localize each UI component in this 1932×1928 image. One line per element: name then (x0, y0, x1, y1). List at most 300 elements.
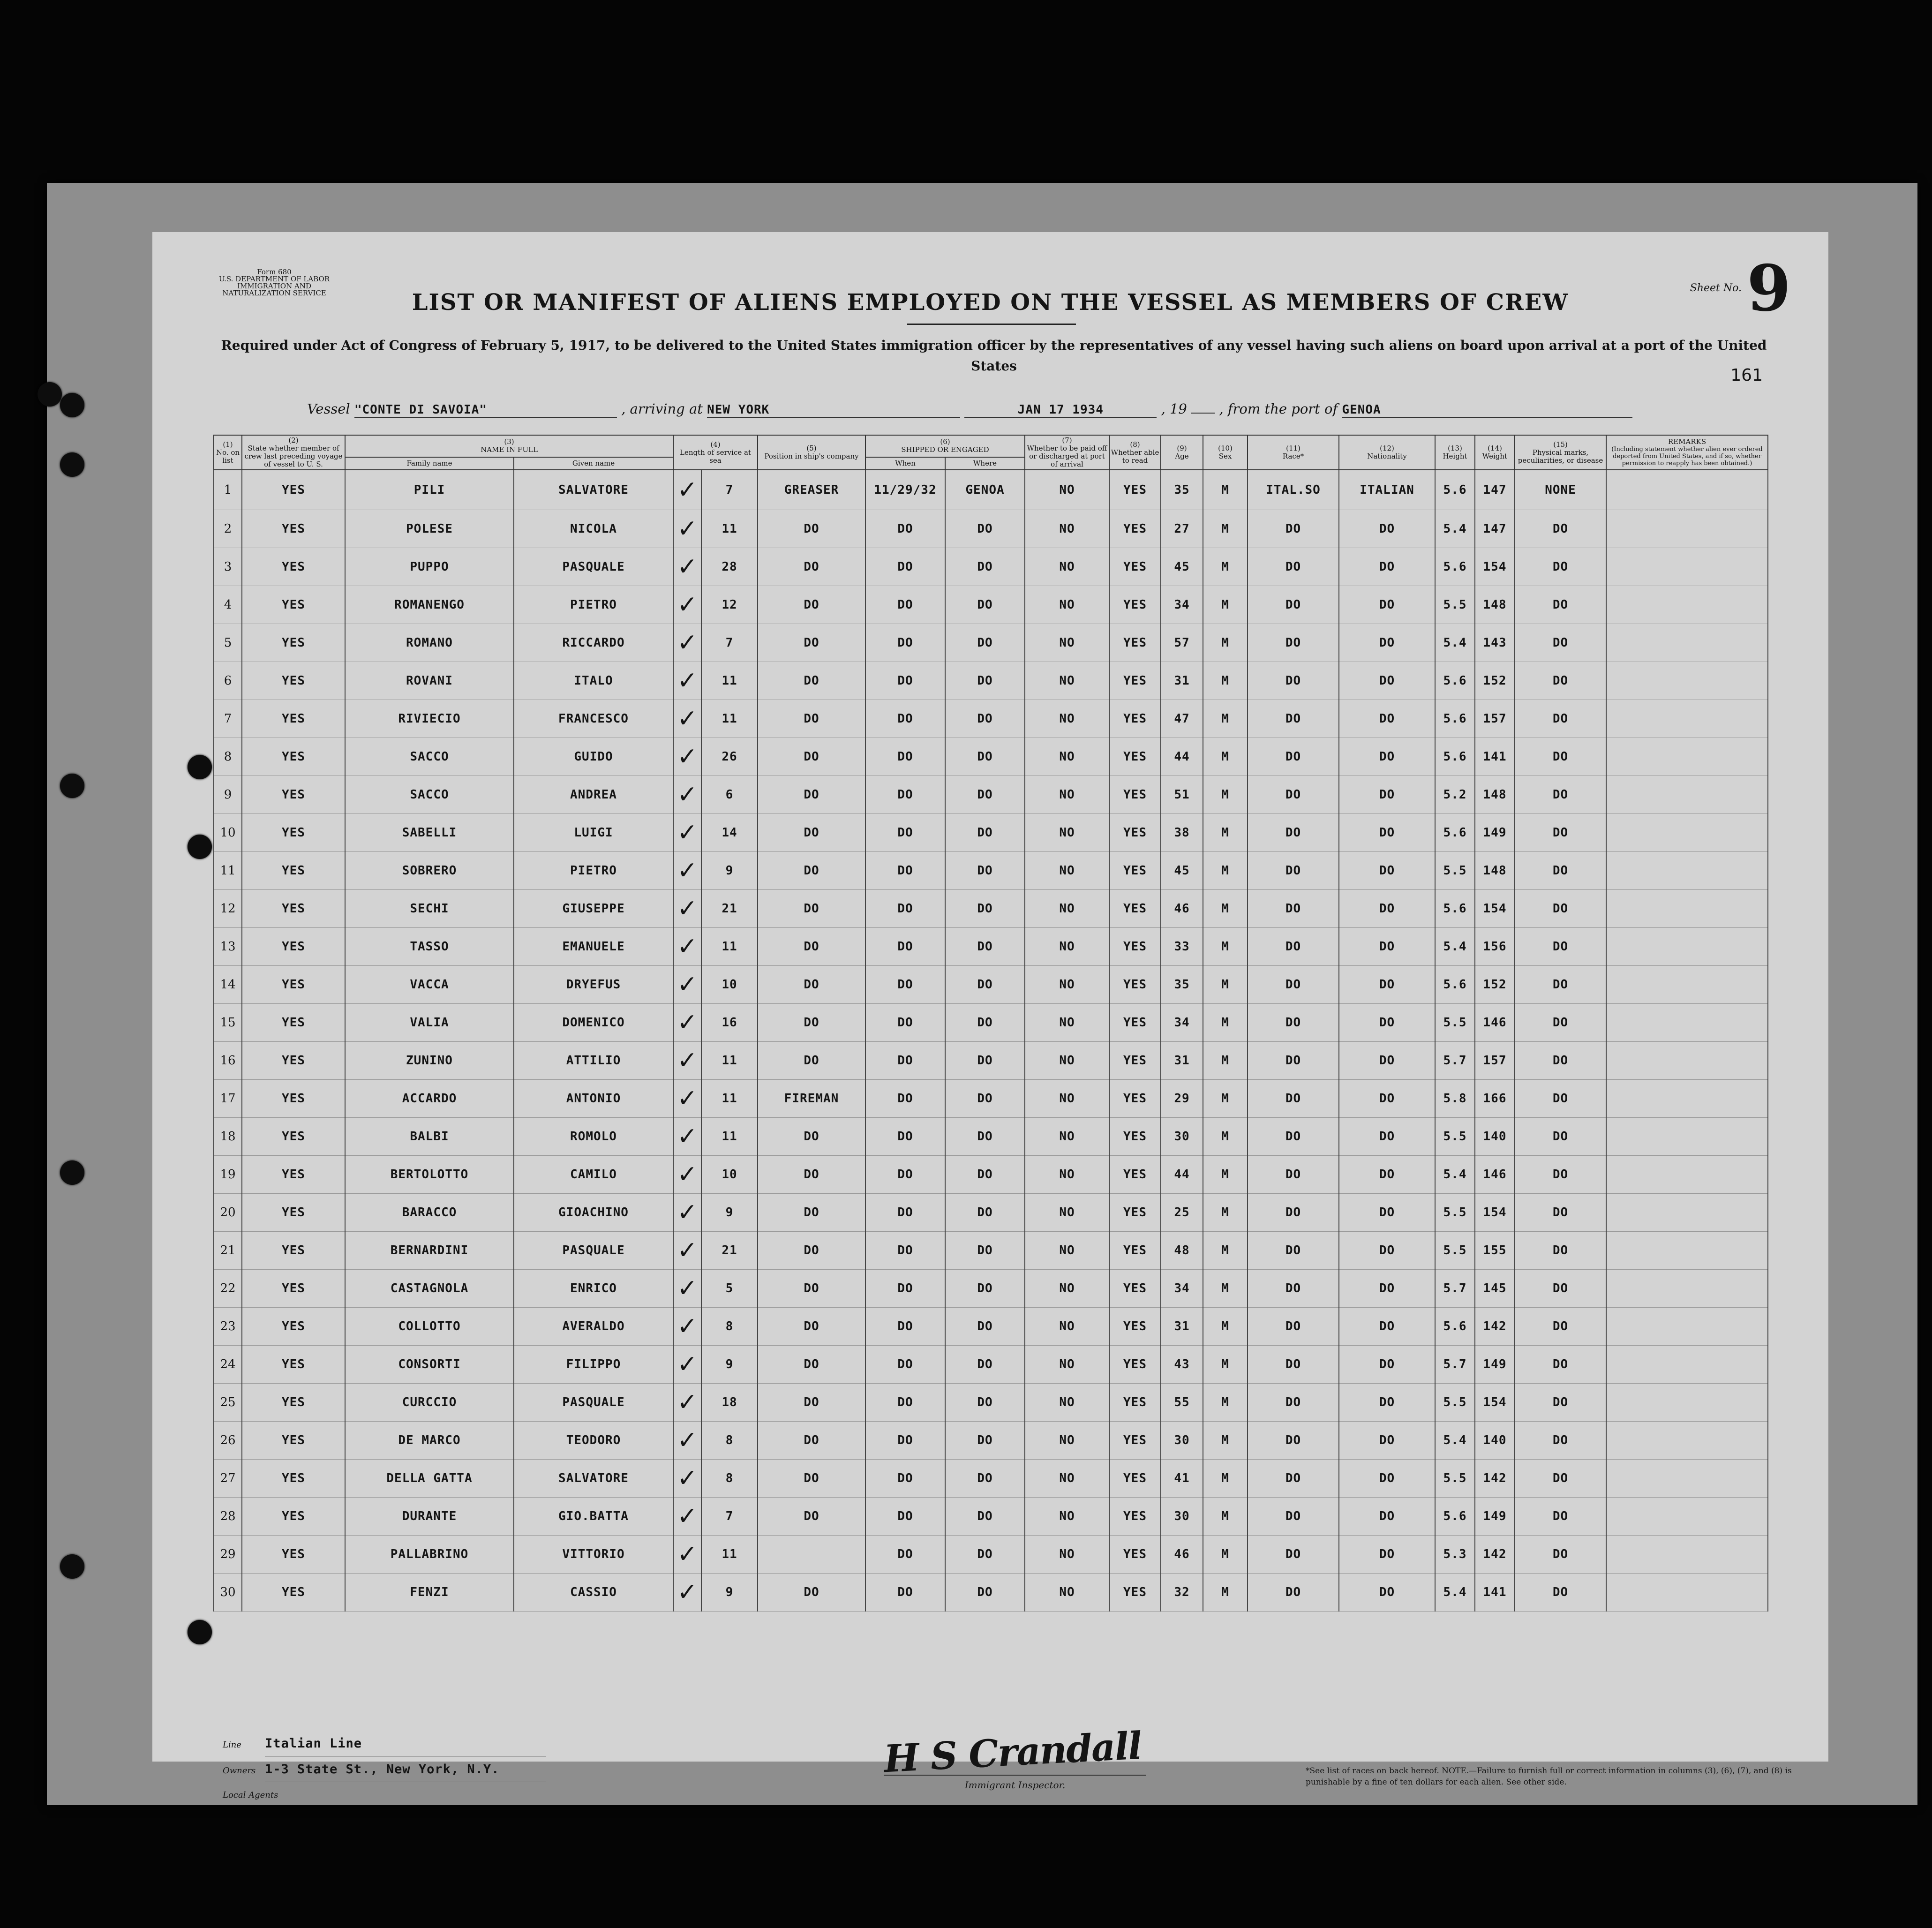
cell-check: ✓ (673, 510, 701, 548)
cell-height: 5.6 (1435, 890, 1475, 928)
cell-paid: NO (1025, 1308, 1109, 1346)
signature-line (884, 1775, 1146, 1776)
cell-nat: DO (1339, 662, 1435, 700)
cell-when: DO (865, 1270, 945, 1308)
cell-given: RICCARDO (514, 624, 673, 662)
binder-hole (60, 1554, 84, 1579)
cell-nat: DO (1339, 586, 1435, 624)
vessel-label: Vessel (307, 401, 350, 417)
cell-position: DO (758, 662, 865, 700)
cell-remarks (1606, 510, 1768, 548)
cell-height: 5.4 (1435, 510, 1475, 548)
table-row (214, 814, 1768, 852)
year-label: , 19 (1161, 401, 1187, 417)
cell-height: 5.7 (1435, 1042, 1475, 1080)
cell-given: DOMENICO (514, 1004, 673, 1042)
cell-when: DO (865, 1498, 945, 1536)
cell-nat: DO (1339, 1574, 1435, 1612)
cell-race: DO (1248, 586, 1339, 624)
cell-race: ITAL.SO (1248, 470, 1339, 510)
cell-family: FENZI (345, 1574, 514, 1612)
cell-remarks (1606, 1574, 1768, 1612)
cell-where: DO (945, 1118, 1025, 1156)
cell-nat: DO (1339, 1156, 1435, 1194)
col-shipped-header: (6) SHIPPED OR ENGAGED (865, 435, 1025, 457)
cell-weight: 152 (1475, 662, 1515, 700)
cell-service: 11 (701, 510, 758, 548)
cell-read: YES (1109, 1194, 1161, 1232)
cell-where: DO (945, 1498, 1025, 1536)
cell-sex: M (1203, 586, 1248, 624)
cell-remarks (1606, 776, 1768, 814)
cell-where: DO (945, 1232, 1025, 1270)
cell-weight: 148 (1475, 776, 1515, 814)
cell-family: ROMANO (345, 624, 514, 662)
table-row (214, 966, 1768, 1004)
cell-prev: YES (242, 1536, 345, 1574)
cell-sex: M (1203, 1156, 1248, 1194)
cell-race: DO (1248, 776, 1339, 814)
cell-service: 21 (701, 1232, 758, 1270)
col-paid-off-header: (7) Whether to be paid off or discharged at port of arrival (1025, 435, 1109, 470)
table-row (214, 1118, 1768, 1156)
cell-check: ✓ (673, 1004, 701, 1042)
cell-check: ✓ (673, 624, 701, 662)
table-row (214, 700, 1768, 738)
cell-age: 34 (1161, 586, 1203, 624)
cell-age: 57 (1161, 624, 1203, 662)
cell-marks: DO (1515, 1232, 1606, 1270)
col-no-header: (1) No. on list (214, 435, 242, 470)
cell-when: DO (865, 662, 945, 700)
cell-read: YES (1109, 852, 1161, 890)
cell-nat: DO (1339, 814, 1435, 852)
cell-nat: DO (1339, 624, 1435, 662)
cell-read: YES (1109, 1384, 1161, 1422)
cell-paid: NO (1025, 1574, 1109, 1612)
cell-given: CASSIO (514, 1574, 673, 1612)
cell-where: DO (945, 700, 1025, 738)
cell-prev: YES (242, 1384, 345, 1422)
cell-read: YES (1109, 1156, 1161, 1194)
cell-age: 44 (1161, 738, 1203, 776)
cell-read: YES (1109, 700, 1161, 738)
table-row (214, 510, 1768, 548)
cell-weight: 140 (1475, 1118, 1515, 1156)
cell-check: ✓ (673, 700, 701, 738)
cell-position: DO (758, 1384, 865, 1422)
cell-no: 9 (214, 776, 242, 814)
cell-height: 5.4 (1435, 624, 1475, 662)
cell-prev: YES (242, 852, 345, 890)
cell-sex: M (1203, 738, 1248, 776)
cell-read: YES (1109, 1536, 1161, 1574)
cell-family: CONSORTI (345, 1346, 514, 1384)
cell-no: 29 (214, 1536, 242, 1574)
cell-family: SACCO (345, 776, 514, 814)
cell-paid: NO (1025, 1498, 1109, 1536)
cell-no: 1 (214, 470, 242, 510)
cell-where: DO (945, 890, 1025, 928)
cell-position: DO (758, 852, 865, 890)
cell-sex: M (1203, 1498, 1248, 1536)
cell-family: BALBI (345, 1118, 514, 1156)
cell-race: DO (1248, 890, 1339, 928)
cell-remarks (1606, 1042, 1768, 1080)
cell-no: 16 (214, 1042, 242, 1080)
cell-service: 14 (701, 814, 758, 852)
cell-prev: YES (242, 814, 345, 852)
cell-position: DO (758, 1498, 865, 1536)
cell-prev: YES (242, 1422, 345, 1460)
cell-where: DO (945, 1194, 1025, 1232)
cell-weight: 154 (1475, 1194, 1515, 1232)
cell-age: 31 (1161, 1042, 1203, 1080)
cell-read: YES (1109, 1270, 1161, 1308)
cell-given: EMANUELE (514, 928, 673, 966)
cell-age: 44 (1161, 1156, 1203, 1194)
cell-family: PUPPO (345, 548, 514, 586)
cell-marks: DO (1515, 1346, 1606, 1384)
cell-when: DO (865, 624, 945, 662)
cell-check: ✓ (673, 966, 701, 1004)
cell-nat: DO (1339, 966, 1435, 1004)
cell-no: 13 (214, 928, 242, 966)
cell-given: PIETRO (514, 586, 673, 624)
cell-age: 31 (1161, 662, 1203, 700)
cell-read: YES (1109, 1118, 1161, 1156)
cell-service: 28 (701, 548, 758, 586)
cell-remarks (1606, 814, 1768, 852)
cell-service: 9 (701, 1346, 758, 1384)
cell-remarks (1606, 624, 1768, 662)
cell-when: DO (865, 1574, 945, 1612)
cell-position: DO (758, 1574, 865, 1612)
cell-family: ROMANENGO (345, 586, 514, 624)
cell-family: SABELLI (345, 814, 514, 852)
cell-age: 55 (1161, 1384, 1203, 1422)
cell-race: DO (1248, 1384, 1339, 1422)
binder-hole (188, 755, 212, 779)
cell-marks: DO (1515, 1498, 1606, 1536)
cell-family: DELLA GATTA (345, 1460, 514, 1498)
cell-position: DO (758, 1422, 865, 1460)
manifest-page (152, 232, 1828, 1800)
cell-marks: DO (1515, 1384, 1606, 1422)
cell-remarks (1606, 662, 1768, 700)
cell-weight: 155 (1475, 1232, 1515, 1270)
cell-height: 5.5 (1435, 1232, 1475, 1270)
cell-position: DO (758, 928, 865, 966)
cell-age: 25 (1161, 1194, 1203, 1232)
cell-no: 10 (214, 814, 242, 852)
table-row (214, 1270, 1768, 1308)
cell-paid: NO (1025, 548, 1109, 586)
cell-where: DO (945, 966, 1025, 1004)
cell-nat: DO (1339, 1460, 1435, 1498)
cell-check: ✓ (673, 776, 701, 814)
cell-age: 45 (1161, 852, 1203, 890)
cell-age: 45 (1161, 548, 1203, 586)
cell-age: 34 (1161, 1270, 1203, 1308)
cell-age: 41 (1161, 1460, 1203, 1498)
cell-no: 17 (214, 1080, 242, 1118)
cell-nat: DO (1339, 1232, 1435, 1270)
cell-weight: 147 (1475, 510, 1515, 548)
cell-nat: DO (1339, 1422, 1435, 1460)
cell-height: 5.6 (1435, 470, 1475, 510)
cell-weight: 154 (1475, 548, 1515, 586)
col-given-name-header: Given name (514, 457, 673, 470)
cell-service: 5 (701, 1270, 758, 1308)
cell-sex: M (1203, 1460, 1248, 1498)
cell-family: PALLABRINO (345, 1536, 514, 1574)
col-sex-header: (10) Sex (1203, 435, 1248, 470)
owners-value: 1-3 State St., New York, N.Y. (265, 1757, 546, 1782)
cell-nat: DO (1339, 1498, 1435, 1536)
cell-check: ✓ (673, 890, 701, 928)
cell-race: DO (1248, 1232, 1339, 1270)
cell-height: 5.5 (1435, 1460, 1475, 1498)
cell-age: 35 (1161, 470, 1203, 510)
cell-weight: 152 (1475, 966, 1515, 1004)
cell-position: DO (758, 1194, 865, 1232)
cell-check: ✓ (673, 1232, 701, 1270)
cell-prev: YES (242, 1460, 345, 1498)
cell-sex: M (1203, 814, 1248, 852)
table-row (214, 1042, 1768, 1080)
cell-prev: YES (242, 470, 345, 510)
cell-read: YES (1109, 1004, 1161, 1042)
cell-where: DO (945, 586, 1025, 624)
cell-when: DO (865, 510, 945, 548)
cell-no: 4 (214, 586, 242, 624)
cell-check: ✓ (673, 1498, 701, 1536)
cell-family: BERTOLOTTO (345, 1156, 514, 1194)
cell-remarks (1606, 1156, 1768, 1194)
cell-position: DO (758, 548, 865, 586)
cell-paid: NO (1025, 928, 1109, 966)
inspector-label: Immigrant Inspector. (964, 1779, 1066, 1791)
cell-given: CAMILO (514, 1156, 673, 1194)
cell-remarks (1606, 890, 1768, 928)
cell-sex: M (1203, 700, 1248, 738)
sheet-label: Sheet No. (1690, 282, 1742, 294)
cell-height: 5.6 (1435, 662, 1475, 700)
cell-remarks (1606, 1422, 1768, 1460)
cell-service: 11 (701, 1536, 758, 1574)
binder-hole (60, 774, 84, 798)
cell-when: DO (865, 1080, 945, 1118)
cell-marks: DO (1515, 814, 1606, 852)
cell-prev: YES (242, 1118, 345, 1156)
cell-weight: 146 (1475, 1156, 1515, 1194)
table-row (214, 890, 1768, 928)
cell-weight: 154 (1475, 1384, 1515, 1422)
cell-read: YES (1109, 1346, 1161, 1384)
cell-remarks (1606, 928, 1768, 966)
cell-given: NICOLA (514, 510, 673, 548)
cell-no: 19 (214, 1156, 242, 1194)
cell-read: YES (1109, 1080, 1161, 1118)
cell-no: 25 (214, 1384, 242, 1422)
cell-family: VALIA (345, 1004, 514, 1042)
table-row (214, 1232, 1768, 1270)
cell-sex: M (1203, 928, 1248, 966)
cell-age: 31 (1161, 1308, 1203, 1346)
col-where-header: Where (945, 457, 1025, 470)
cell-height: 5.6 (1435, 738, 1475, 776)
crew-manifest-table (213, 435, 1768, 1612)
cell-nat: DO (1339, 890, 1435, 928)
binder-hole (188, 1620, 212, 1644)
cell-position: DO (758, 890, 865, 928)
sheet-number: 9 (1747, 251, 1791, 325)
cell-service: 9 (701, 1194, 758, 1232)
cell-service: 8 (701, 1308, 758, 1346)
cell-weight: 142 (1475, 1308, 1515, 1346)
cell-read: YES (1109, 1308, 1161, 1346)
cell-nat: DO (1339, 1536, 1435, 1574)
cell-height: 5.3 (1435, 1536, 1475, 1574)
cell-prev: YES (242, 966, 345, 1004)
cell-sex: M (1203, 1384, 1248, 1422)
cell-marks: DO (1515, 1270, 1606, 1308)
cell-check: ✓ (673, 852, 701, 890)
table-row (214, 662, 1768, 700)
cell-height: 5.4 (1435, 1574, 1475, 1612)
table-row (214, 738, 1768, 776)
cell-age: 30 (1161, 1422, 1203, 1460)
cell-position (758, 1536, 865, 1574)
cell-service: 11 (701, 928, 758, 966)
binder-clip (38, 382, 62, 407)
cell-paid: NO (1025, 1536, 1109, 1574)
table-row (214, 1080, 1768, 1118)
cell-paid: NO (1025, 1270, 1109, 1308)
cell-height: 5.5 (1435, 1384, 1475, 1422)
cell-age: 34 (1161, 1004, 1203, 1042)
cell-given: PIETRO (514, 852, 673, 890)
cell-where: DO (945, 1422, 1025, 1460)
cell-race: DO (1248, 1270, 1339, 1308)
cell-no: 2 (214, 510, 242, 548)
cell-race: DO (1248, 1308, 1339, 1346)
cell-age: 27 (1161, 510, 1203, 548)
cell-age: 35 (1161, 966, 1203, 1004)
cell-when: DO (865, 1460, 945, 1498)
cell-family: SECHI (345, 890, 514, 928)
cell-check: ✓ (673, 662, 701, 700)
cell-position: DO (758, 1308, 865, 1346)
cell-no: 12 (214, 890, 242, 928)
cell-no: 26 (214, 1422, 242, 1460)
cell-position: DO (758, 510, 865, 548)
cell-height: 5.2 (1435, 776, 1475, 814)
cell-age: 32 (1161, 1574, 1203, 1612)
cell-marks: DO (1515, 738, 1606, 776)
cell-read: YES (1109, 928, 1161, 966)
cell-family: RIVIECIO (345, 700, 514, 738)
cell-prev: YES (242, 928, 345, 966)
cell-prev: YES (242, 1194, 345, 1232)
cell-given: ANTONIO (514, 1080, 673, 1118)
cell-remarks (1606, 1232, 1768, 1270)
cell-no: 20 (214, 1194, 242, 1232)
cell-remarks (1606, 470, 1768, 510)
cell-age: 47 (1161, 700, 1203, 738)
cell-marks: DO (1515, 510, 1606, 548)
cell-race: DO (1248, 1118, 1339, 1156)
cell-no: 24 (214, 1346, 242, 1384)
cell-height: 5.7 (1435, 1270, 1475, 1308)
cell-given: GUIDO (514, 738, 673, 776)
cell-when: DO (865, 1536, 945, 1574)
cell-weight: 140 (1475, 1422, 1515, 1460)
cell-nat: DO (1339, 1384, 1435, 1422)
cell-family: CASTAGNOLA (345, 1270, 514, 1308)
cell-marks: DO (1515, 1156, 1606, 1194)
page-number: 161 (1730, 366, 1763, 385)
table-row (214, 1308, 1768, 1346)
cell-where: DO (945, 1156, 1025, 1194)
cell-prev: YES (242, 510, 345, 548)
cell-when: DO (865, 966, 945, 1004)
cell-age: 43 (1161, 1346, 1203, 1384)
cell-check: ✓ (673, 814, 701, 852)
cell-position: DO (758, 1118, 865, 1156)
cell-nat: DO (1339, 548, 1435, 586)
cell-weight: 147 (1475, 470, 1515, 510)
col-service-header: (4) Length of service at sea (673, 435, 758, 470)
cell-weight: 149 (1475, 1346, 1515, 1384)
cell-sex: M (1203, 1574, 1248, 1612)
cell-race: DO (1248, 624, 1339, 662)
cell-weight: 148 (1475, 852, 1515, 890)
cell-check: ✓ (673, 1194, 701, 1232)
cell-nat: DO (1339, 1308, 1435, 1346)
cell-paid: NO (1025, 1156, 1109, 1194)
cell-check: ✓ (673, 470, 701, 510)
cell-weight: 141 (1475, 1574, 1515, 1612)
cell-service: 12 (701, 586, 758, 624)
col-weight-header: (14) Weight (1475, 435, 1515, 470)
cell-age: 46 (1161, 1536, 1203, 1574)
cell-given: PASQUALE (514, 1232, 673, 1270)
cell-paid: NO (1025, 814, 1109, 852)
cell-marks: DO (1515, 1422, 1606, 1460)
cell-check: ✓ (673, 1574, 701, 1612)
cell-no: 6 (214, 662, 242, 700)
cell-check: ✓ (673, 1384, 701, 1422)
cell-sex: M (1203, 548, 1248, 586)
cell-read: YES (1109, 470, 1161, 510)
cell-where: DO (945, 1308, 1025, 1346)
cell-race: DO (1248, 1004, 1339, 1042)
inspector-signature: H S Crandall (882, 1723, 1143, 1781)
cell-service: 9 (701, 1574, 758, 1612)
cell-paid: NO (1025, 662, 1109, 700)
cell-position: DO (758, 1232, 865, 1270)
cell-given: SALVATORE (514, 470, 673, 510)
cell-nat: DO (1339, 928, 1435, 966)
cell-marks: DO (1515, 890, 1606, 928)
cell-no: 14 (214, 966, 242, 1004)
cell-paid: NO (1025, 966, 1109, 1004)
cell-marks: DO (1515, 966, 1606, 1004)
cell-paid: NO (1025, 1346, 1109, 1384)
cell-check: ✓ (673, 1118, 701, 1156)
